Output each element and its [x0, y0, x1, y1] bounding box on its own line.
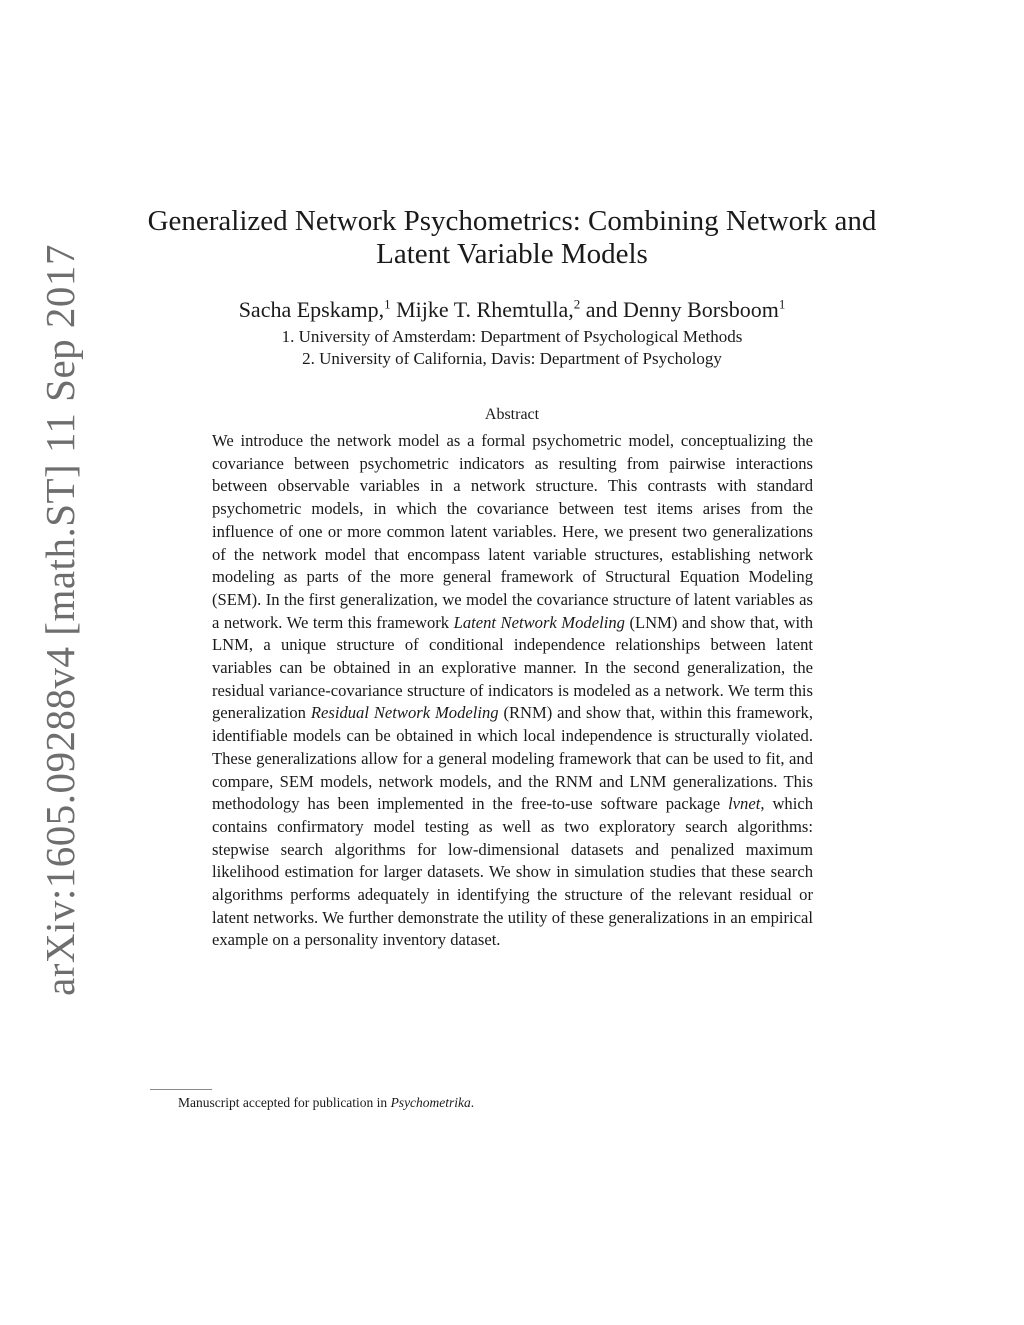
title-line-1: Generalized Network Psychometrics: Combining Network and	[147, 205, 877, 237]
abstract-part-4: , which contains confirmatory model testing as well as two exploratory search algorithms: stepwise search algorithms for low-dimensional datasets and penalized maximum likelihood estimation for larger datasets. We show in simulation studies that these search algorithms performs adequately in identifying the structure of the relevant residual or latent networks. We further demonstrate the utility of these generalizations in an empirical example on a personality inventory dataset.	[212, 794, 813, 950]
footnote-rule	[150, 1089, 212, 1090]
abstract-text	[212, 430, 813, 952]
author-affiliation-mark: 1	[384, 296, 391, 312]
abstract-part-3: (RNM) and show that, within this framework, identifiable models can be obtained in which local independence is structurally violated. These generalizations allow for a general modeling framework that can be used to fit, and compare, SEM models, network models, and the RNM and LNM generalizations. This methodology has been implemented in the free-to-use software package	[212, 703, 813, 814]
author-list	[130, 296, 894, 324]
title-line-2: Latent Variable Models	[376, 238, 648, 270]
package-name: lvnet	[728, 794, 761, 814]
author-name: Mijke T. Rhemtulla,	[396, 297, 574, 322]
arxiv-identifier: arXiv:1605.09288v4 [math.ST] 11 Sep 2017	[37, 244, 83, 996]
author-name: Sacha Epskamp,	[238, 297, 385, 322]
footnote	[178, 1095, 474, 1111]
author-affiliation-mark: 1	[778, 296, 786, 312]
term-latent-network-modeling: Latent Network Modeling	[453, 612, 625, 632]
abstract-part-1: We introduce the network model as a formal psychometric model, conceptualizing the covariance between psychometric indicators as resulting from pairwise interactions between observable variables in a network structure. This contrasts with standard psychometric models, in which the covariance between test items arises from the influence of one or more common latent variables. Here, we present two generalizations of the network model that encompass latent variable structures, establishing network modeling as parts of the more general framework of Structural Equation Modeling (SEM). In the first generalization, we model the covariance structure of latent variables as a network. We term this framework	[212, 431, 813, 632]
author-name: and Denny Borsboom	[585, 297, 779, 322]
affiliation-2: 2. University of California, Davis: Department of Psychology	[302, 349, 722, 368]
journal-name: Psychometrika	[390, 1095, 471, 1110]
footnote-text: Manuscript accepted for publication in	[178, 1095, 388, 1110]
term-residual-network-modeling: Residual Network Modeling	[310, 703, 499, 723]
paper-title	[130, 205, 894, 271]
author-affiliation-mark: 2	[573, 296, 581, 312]
abstract-heading: Abstract	[484, 406, 540, 423]
abstract-part-2: (LNM) and show that, with LNM, a unique structure of conditional independence relationships between latent variables can be obtained in an explorative manner. In the second generalization, the residual variance-covariance structure of indicators is modeled as a network. We term this generalization	[212, 612, 813, 723]
footnote-period: .	[470, 1095, 475, 1110]
affiliation-1: 1. University of Amsterdam: Department of Psychological Methods	[281, 327, 743, 346]
